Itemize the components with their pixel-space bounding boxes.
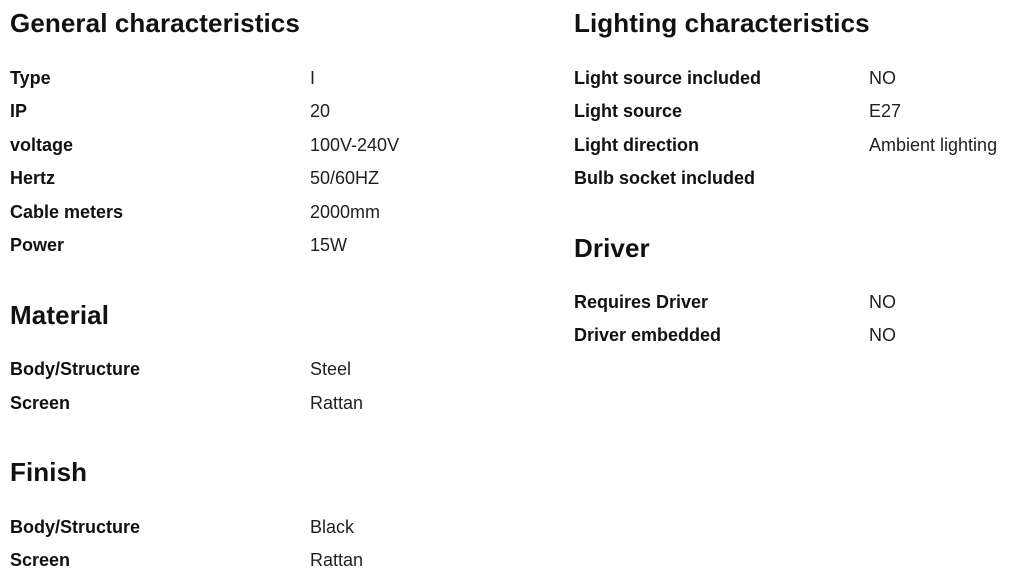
spec-value: 15W [310, 235, 348, 255]
spec-label: Light source [574, 101, 683, 121]
spec-value: 20 [310, 101, 331, 121]
spec-label: Screen [10, 393, 71, 413]
spec-label: IP [10, 101, 28, 121]
spec-row-finish-screen [10, 548, 550, 572]
spec-label: Requires Driver [574, 292, 709, 312]
spec-row-light-source [574, 99, 1020, 123]
spec-label: Light source included [574, 68, 762, 88]
spec-label: voltage [10, 135, 74, 155]
material-heading: Material [10, 300, 110, 330]
spec-value: Rattan [310, 393, 364, 413]
spec-value: Black [310, 517, 355, 537]
spec-row-material-body [10, 357, 550, 381]
lighting-characteristics-heading: Lighting characteristics [574, 8, 870, 38]
spec-row-type [10, 66, 550, 90]
spec-label: Bulb socket included [574, 168, 756, 188]
spec-label: Body/Structure [10, 359, 141, 379]
general-characteristics-heading: General characteristics [10, 8, 300, 38]
spec-value: NO [869, 68, 896, 88]
driver-heading: Driver [574, 233, 650, 263]
spec-label: Driver embedded [574, 325, 722, 345]
spec-label: Body/Structure [10, 517, 141, 537]
spec-row-requires-driver [574, 290, 1020, 314]
spec-label: Light direction [574, 135, 699, 155]
spec-row-finish-body [10, 515, 550, 539]
finish-heading: Finish [10, 457, 88, 487]
spec-row-driver-embedded [574, 323, 1020, 347]
spec-value: 2000mm [310, 202, 381, 222]
spec-value: 100V-240V [310, 135, 400, 155]
spec-value: NO [869, 325, 896, 345]
spec-value: Steel [310, 359, 352, 379]
spec-value: Ambient lighting [869, 135, 998, 155]
spec-row-light-source-included [574, 66, 1020, 90]
spec-value: Rattan [310, 550, 364, 570]
spec-row-material-screen [10, 391, 550, 415]
spec-row-cable-meters [10, 200, 550, 224]
spec-value: NO [869, 292, 896, 312]
spec-row-power [10, 233, 550, 257]
spec-label: Power [10, 235, 65, 255]
spec-row-hertz [10, 166, 550, 190]
spec-label: Type [10, 68, 51, 88]
spec-label: Cable meters [10, 202, 124, 222]
spec-row-voltage [10, 133, 550, 157]
spec-row-ip [10, 99, 550, 123]
spec-value: E27 [869, 101, 902, 121]
spec-value: 50/60HZ [310, 168, 380, 188]
spec-value: I [310, 68, 316, 88]
spec-label: Screen [10, 550, 71, 570]
spec-row-bulb-socket-included [574, 166, 1020, 190]
spec-label: Hertz [10, 168, 56, 188]
spec-row-light-direction [574, 133, 1020, 157]
